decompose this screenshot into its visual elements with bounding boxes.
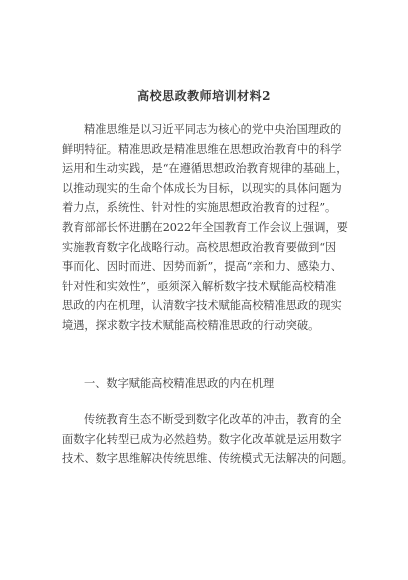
paragraph-line: 传统教育生态不断受到数字化改革的冲击，教育的全	[84, 413, 342, 426]
paragraph-line: 教育部部长怀进鹏在2022年全国教育工作会议上强调，要	[62, 220, 348, 234]
paragraph-line: 运用和生动实践，是“在遵循思想政治教育规律的基础上，	[62, 162, 348, 176]
paragraph-line: 技术、数字思维解决传统思维、传统模式无法解决的问题。	[62, 452, 353, 466]
document-title: 高校思政教师培训材料2	[137, 89, 271, 103]
paragraph-line: 针对性和实效性”，亟须深入解析数字技术赋能高校精准	[62, 279, 337, 293]
paragraph-line: 境遇，探求数字技术赋能高校精准思政的行动突破。	[62, 318, 320, 332]
paragraph-line: 实施教育数字化战略行动。高校思想政治教育要做到“因	[62, 240, 337, 254]
paragraph-line: 精准思维是以习近平同志为核心的党中央治国理政的	[84, 123, 342, 136]
section-paragraph	[62, 410, 353, 469]
section-heading: 一、数字赋能高校精准思政的内在机理	[84, 377, 275, 390]
paragraph-line: 思政的内在机理，认清数字技术赋能高校精准思政的现实	[62, 299, 342, 313]
paragraph-line: 鲜明特征。精准思政是精准思维在思想政治教育中的科学	[62, 142, 342, 156]
paragraph-line: 着力点，系统性、针对性的实施思想政治教育的过程”。	[62, 201, 337, 215]
intro-paragraph	[62, 120, 348, 336]
paragraph-line: 以推动现实的生命个体成长为目标，以现实的具体问题为	[62, 181, 342, 195]
paragraph-line: 事而化、因时而进、因势而新”，提高“亲和力、感染力、	[62, 260, 342, 274]
paragraph-line: 面数字化转型已成为必然趋势。数字化改革就是运用数字	[62, 432, 342, 446]
